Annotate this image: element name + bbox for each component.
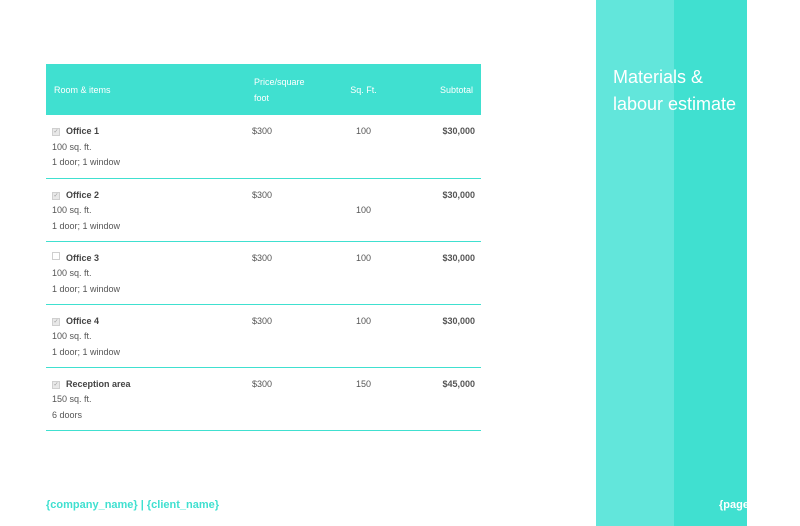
subtotal-cell: $30,000	[401, 304, 481, 367]
item-area: 100 sq. ft.	[52, 141, 92, 152]
item-details: 6 doors	[52, 409, 83, 420]
sqft-cell: 100	[326, 115, 401, 178]
price-cell: $300	[246, 178, 326, 241]
price-cell: $300	[246, 115, 326, 178]
item-area: 150 sq. ft.	[52, 394, 92, 404]
section-title-line1: Materials &	[613, 67, 704, 87]
checkbox-office-2[interactable]: ✓	[53, 192, 59, 199]
subtotal-cell: $45,000	[401, 367, 481, 430]
sqft-cell: 100	[326, 241, 401, 304]
table-row	[46, 178, 481, 241]
table-header-row	[46, 64, 481, 115]
subtotal-cell: $30,000	[401, 115, 481, 178]
item-name: Office 2	[66, 189, 100, 200]
item-details: 1 door; 1 window	[52, 220, 121, 231]
sqft-cell: 100	[326, 304, 401, 367]
item-details: 1 door; 1 window	[52, 346, 121, 357]
item-area: 100 sq. ft.	[52, 205, 92, 215]
item-details: 1 door; 1 window	[52, 283, 121, 294]
sqft-cell	[326, 178, 401, 241]
room-cell	[46, 115, 246, 178]
sqft-cell: 150	[326, 367, 401, 430]
room-cell	[46, 367, 246, 430]
item-name: Reception area	[66, 378, 131, 389]
footer-company-client: {company_name} | {client_name}	[46, 499, 220, 511]
section-title	[613, 64, 747, 118]
section-title-line2: labour estimate	[613, 94, 737, 114]
price-cell: $300	[246, 304, 326, 367]
checkbox-office-4[interactable]: ✓	[53, 318, 59, 325]
item-name: Office 1	[66, 126, 100, 136]
header-subtotal: Subtotal	[401, 64, 481, 115]
table-row	[46, 241, 481, 304]
room-cell	[46, 304, 246, 367]
room-cell	[46, 178, 246, 241]
price-cell: $300	[246, 241, 326, 304]
checkbox-office-1[interactable]: ✓	[53, 129, 59, 135]
item-area: 100 sq. ft.	[52, 268, 92, 278]
estimate-table	[46, 64, 481, 431]
room-cell	[46, 241, 246, 304]
item-details: 1 door; 1 window	[52, 157, 121, 167]
table-row	[46, 304, 481, 367]
subtotal-cell: $30,000	[401, 178, 481, 241]
checkbox-reception-area[interactable]: ✓	[53, 381, 59, 388]
header-price: Price/square foot	[246, 64, 326, 115]
checkbox-office-3[interactable]	[52, 252, 60, 260]
price-cell: $300	[246, 367, 326, 430]
item-name: Office 4	[66, 315, 100, 326]
subtotal-cell: $30,000	[401, 241, 481, 304]
item-area: 100 sq. ft.	[52, 331, 92, 341]
header-sqft: Sq. Ft.	[326, 64, 401, 115]
header-room: Room & items	[46, 64, 246, 115]
table-row	[46, 367, 481, 430]
page-number: {page_number}	[719, 499, 800, 511]
item-name: Office 3	[66, 252, 100, 263]
table-row	[46, 115, 481, 178]
sqft-value: 100	[355, 205, 372, 215]
